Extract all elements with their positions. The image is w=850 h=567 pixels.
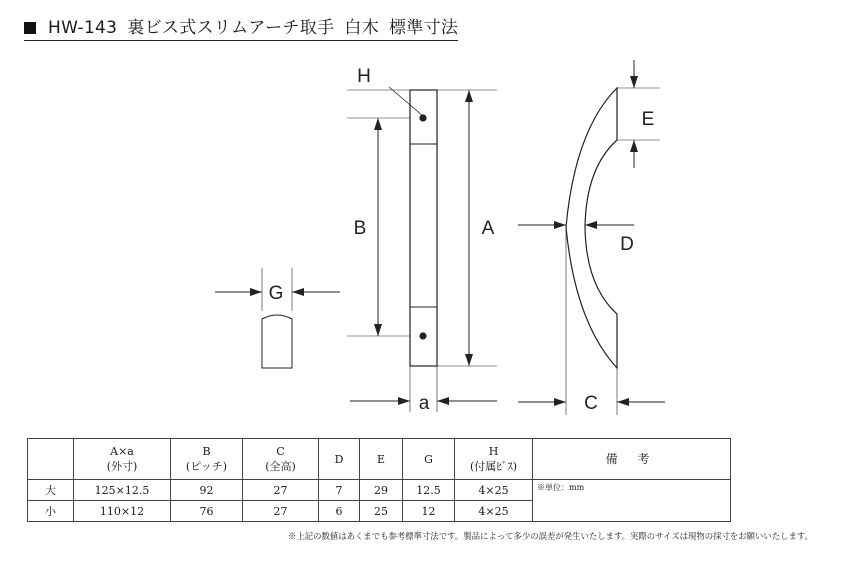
table-cell: 4×25 — [455, 501, 533, 522]
table-cell: 12.5 — [403, 480, 455, 501]
label-C: C — [584, 393, 598, 414]
label-E: E — [641, 109, 655, 130]
title-product-name: 裏ビス式スリムアーチ取手 — [127, 18, 335, 38]
front-view — [347, 87, 497, 412]
table-cell: 76 — [171, 501, 243, 522]
table-header-cell: G — [403, 439, 455, 480]
label-D: D — [620, 234, 634, 255]
table-cell: 6 — [319, 501, 360, 522]
table-cell: 27 — [243, 480, 319, 501]
table-row — [28, 480, 731, 501]
table-cell: 25 — [360, 501, 403, 522]
table-cell: 4×25 — [455, 480, 533, 501]
row-label: 小 — [28, 501, 74, 522]
label-A: A — [481, 218, 495, 239]
label-G: G — [268, 283, 284, 304]
table-corner-cell — [28, 439, 74, 480]
table-cell: 92 — [171, 480, 243, 501]
title-model: HW-143 — [48, 18, 118, 38]
label-H: H — [357, 66, 371, 87]
title-finish: 白木 — [344, 18, 379, 38]
table-cell: 7 — [319, 480, 360, 501]
row-label: 大 — [28, 480, 74, 501]
table-header-cell: C (全高) — [243, 439, 319, 480]
label-B: B — [353, 218, 367, 239]
table-cell: 125×12.5 — [74, 480, 171, 501]
footnote: ※上記の数値はあくまでも参考標準寸法です。製品によって多少の誤差が発生いたします。実際のサイズは現物の採寸をお願いいたします。 — [288, 531, 813, 541]
screw-hole-bottom — [419, 332, 426, 339]
table-cell: 29 — [360, 480, 403, 501]
table-header-row — [28, 439, 731, 480]
table-header-cell: A×a (外寸) — [74, 439, 171, 480]
table-header-cell: B (ピッチ) — [171, 439, 243, 480]
table-header-cell: H (付属ﾋﾞｽ) — [455, 439, 533, 480]
label-a: a — [418, 393, 430, 414]
spec-table — [27, 438, 731, 522]
table-cell: 27 — [243, 501, 319, 522]
table-header-cell: D — [319, 439, 360, 480]
title-suffix: 標準寸法 — [389, 18, 459, 38]
remarks-cell: ※単位：mm — [533, 480, 731, 522]
table-header-cell: E — [360, 439, 403, 480]
remarks-header: 備 考 — [533, 439, 731, 480]
table-cell: 12 — [403, 501, 455, 522]
table-cell: 110×12 — [74, 501, 171, 522]
